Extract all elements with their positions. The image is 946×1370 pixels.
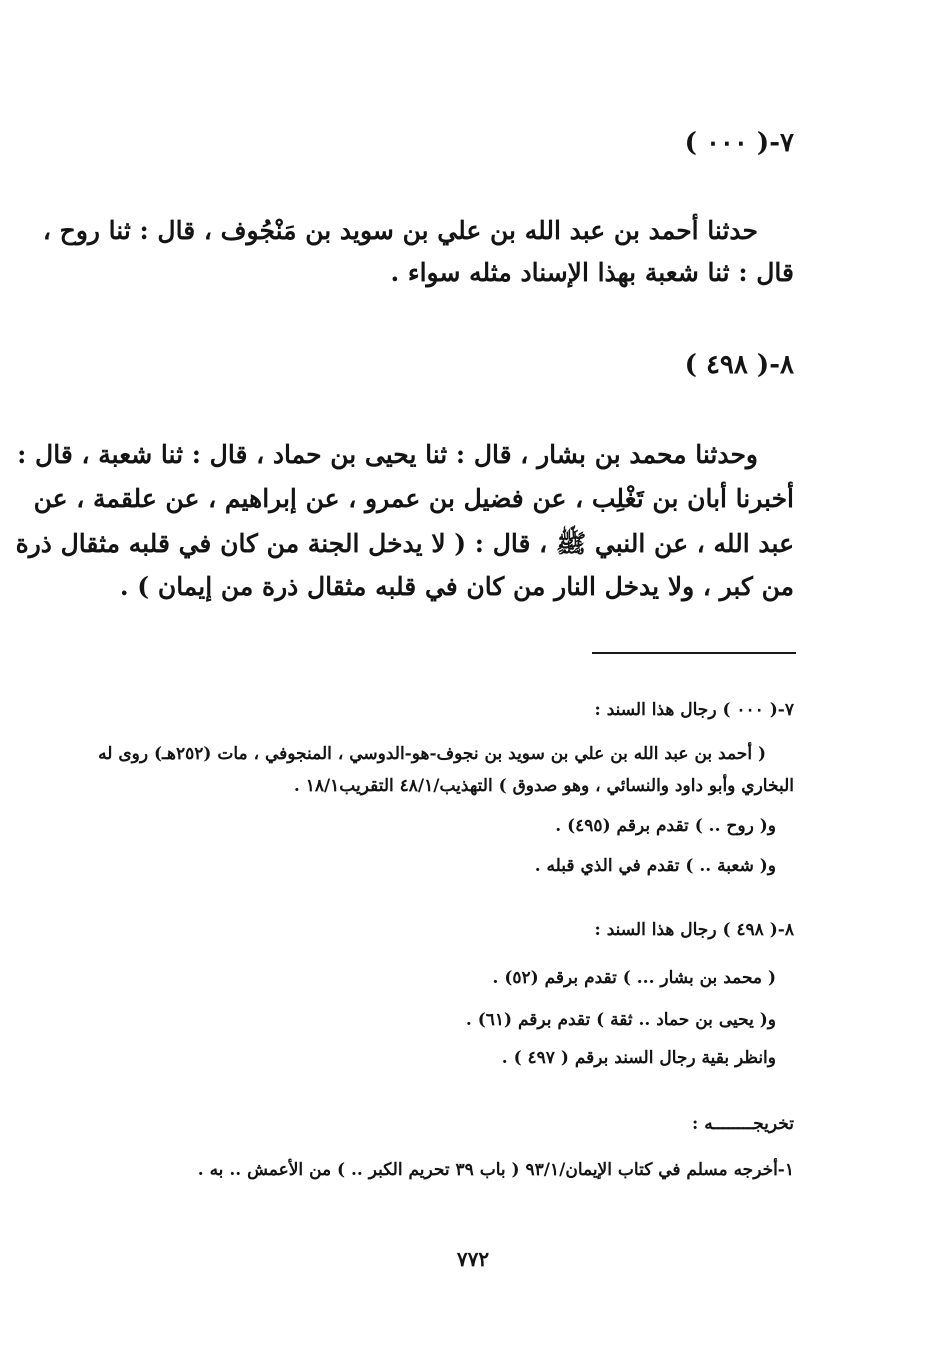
page-number: ٧٧٢ <box>456 1247 490 1271</box>
footnote-7-line-3: و( روح .. ) تقدم برقم (٤٩٥) . <box>555 816 776 836</box>
footnote-separator <box>592 652 796 654</box>
hadith-8-line-3: عبد الله ، عن النبي ﷺ ، قال : ( لا يدخل الجنة من كان في قلبه مثقال ذرة <box>15 529 794 558</box>
footnote-7-line-2: البخاري وأبو داود والنسائي ، وهو صدوق ) التهذيب/٤٨/١ التقريب١٨/١ . <box>293 776 794 796</box>
footnote-8-line-2: و( يحيى بن حماد .. ثقة ) تقدم برقم (٦١) . <box>465 1010 776 1030</box>
hadith-8-line-4: من كبر ، ولا يدخل النار من كان في قلبه مثقال ذرة من إيمان ) . <box>119 572 794 601</box>
hadith-8-line-2: أخبرنا أبان بن تَغْلِب ، عن فضيل بن عمرو ، عن إبراهيم ، عن علقمة ، عن <box>33 484 794 513</box>
footnote-8-line-3: وانظر بقية رجال السند برقم ( ٤٩٧ ) . <box>501 1048 776 1068</box>
hadith-8-heading: ٨-( ٤٩٨ ) <box>684 350 794 380</box>
hadith-7-heading: ٧-( ٠٠٠ ) <box>684 128 794 158</box>
footnote-7-line-4: و( شعبة .. ) تقدم في الذي قبله . <box>534 856 776 876</box>
hadith-7-line-2: قال : ثنا شعبة بهذا الإسناد مثله سواء . <box>390 258 794 287</box>
footnote-7-title: ٧-( ٠٠٠ ) رجال هذا السند : <box>594 700 794 720</box>
hadith-7-line-1: حدثنا أحمد بن عبد الله بن علي بن سويد بن مَنْجُوف ، قال : ثنا روح ، <box>42 216 758 245</box>
footnote-7-line-1: ( أحمد بن عبد الله بن علي بن سويد بن نجوف-هو-الدوسي ، المنجوفي ، مات (٢٥٢هـ) روى له <box>98 744 766 764</box>
hadith-8-line-1: وحدثنا محمد بن بشار ، قال : ثنا يحيى بن حماد ، قال : ثنا شعبة ، قال : <box>17 440 758 469</box>
takhrij-line-1: ١-أخرجه مسلم في كتاب الإيمان/٩٣/١ ( باب ٣٩ تحريم الكبر .. ) من الأعمش .. به . <box>197 1160 794 1180</box>
footnote-8-title: ٨-( ٤٩٨ ) رجال هذا السند : <box>594 920 794 940</box>
takhrij-title: تخريجــــــــه : <box>692 1114 794 1134</box>
footnote-8-line-1: ( محمد بن بشار ... ) تقدم برقم (٥٢) . <box>492 968 776 988</box>
